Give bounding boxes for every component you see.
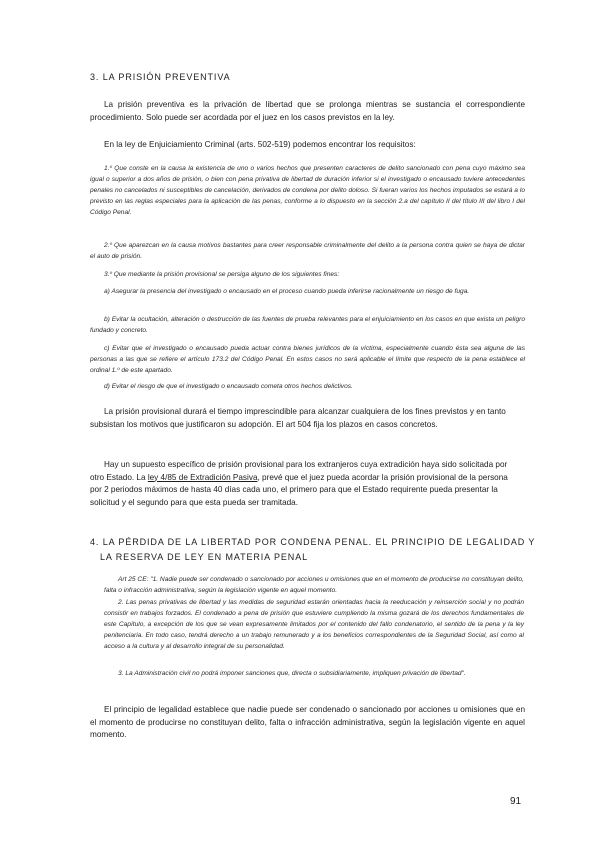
page-number: 91 xyxy=(510,796,522,807)
section-4-paragraph-legality: El principio de legalidad establece que nadie puede ser condenado o sancionado por acciones u omisiones que en el momento de producirse no constituyan delito, falta o infracción administrativa, según la legislación vigente en aquel momento. xyxy=(90,705,525,739)
section-3-heading: 3. LA PRISIÓN PREVENTIVA xyxy=(90,72,231,82)
quote-requirement-2: 2.º Que aparezcan en la causa motivos bastantes para creer responsable criminalmente del delito a la persona contra quien se haya de dictar el auto de prisión. xyxy=(90,242,525,260)
quote-purpose-d: d) Evitar el riesgo de que el investigado o encausado cometa otros hechos delictivos. xyxy=(104,383,353,390)
extradition-text-after: , prevé que el juez pueda acordar la prisión provisional de la persona por 2 periodos máximos de hasta 40 días cada uno, el primero para que el Estado requirente pueda presentar la solicitud y el segundo para que esta pueda ser tramitada. xyxy=(90,472,508,507)
quote-requirement-1: 1.º Que conste en la causa la existencia de uno o varios hechos que presenten caracteres de delito sancionado con pena cuyo máximo sea igual o superior a dos años de prisión, o bien con pena privativa de libertad de duración inferior si el investigado o encausado tuviere antecedentes penales no cancelados ni susceptibles de cancelación, derivados de condena por delito doloso. Si fueran varios los hechos imputados se estará a lo previsto en las reglas especiales para la aplicación de las penas, conforme a lo dispuesto en la sección 2.a del capítulo II del título III del libro I del Código Penal. xyxy=(90,165,525,216)
section-3-paragraph-requirements-intro: En la ley de Enjuiciamiento Criminal (arts. 502-519) podemos encontrar los requisitos: xyxy=(104,140,416,149)
quote-requirement-3: 3.º Que mediante la prisión provisional se persiga alguno de los siguientes fines: xyxy=(104,271,340,278)
quote-purpose-b: b) Evitar la ocultación, alteración o destrucción de las fuentes de prueba relevantes para el enjuiciamiento en los casos en que exista un peligro fundado y concreto. xyxy=(90,316,525,334)
section-3-paragraph-extradition xyxy=(90,459,512,509)
extradition-law-link[interactable]: ley 4/85 de Extradición Pasiva xyxy=(147,472,258,482)
extradition-text-before: Hay un supuesto específico de prisión provisional para los extranjeros cuya extradición haya sido solicitada por otro Estado. La xyxy=(90,460,508,482)
quote-purpose-a: a) Asegurar la presencia del investigado o encausado en el proceso cuando pueda inferirse racionalmente un riesgo de fuga. xyxy=(104,288,470,295)
quote-art-25-point-1: Art 25 CE: "1. Nadie puede ser condenado o sancionado por acciones u omisiones que en el momento de producirse no constituyan delito, falta o infracción administrativa, según la legislación vigente en aquel momento. xyxy=(104,576,524,594)
section-4-heading-line-2: LA RESERVA DE LEY EN MATERIA PENAL xyxy=(100,552,309,562)
section-4-heading xyxy=(90,535,550,565)
quote-art-25-point-2: 2. Las penas privativas de libertad y las medidas de seguridad estarán orientadas hacia la reeducación y reinserción social y no podrán consistir en trabajos forzados. El condenado a pena de prisión que estuviere cumpliendo la misma gozará de los derechos fundamentales de este Capítulo, a excepción de los que se vean expresamente limitados por el contenido del fallo condenatorio, el sentido de la pena y la ley penitenciaria. En todo caso, tendrá derecho a un trabajo remunerado y a los beneficios correspondientes de la Seguridad Social, así como al acceso a la cultura y al desarrollo integral de su personalidad. xyxy=(104,599,524,650)
section-3-paragraph-duration: La prisión provisional durará el tiempo imprescindible para alcanzar cualquiera de los fines previstos y en tanto subsistan los motivos que justificaron su adopción. El art 504 fija los plazos en casos concretos. xyxy=(90,407,506,429)
quote-purpose-c: c) Evitar que el investigado o encausado pueda actuar contra bienes jurídicos de la víctima, especialmente cuando ésta sea alguna de las personas a las que se refiere el artículo 173.2 del Código Penal. En estos casos no será aplicable el límite que respecto de la pena establece el ordinal 1.º de este apartado. xyxy=(90,345,525,374)
quote-art-25-point-3: 3. La Administración civil no podrá imponer sanciones que, directa o subsidiariamente, impliquen privación de libertad". xyxy=(118,670,466,677)
section-3-paragraph-definition: La prisión preventiva es la privación de libertad que se prolonga mientras se sustancia el correspondiente procedimiento. Solo puede ser acordada por el juez en los casos previstos en la ley. xyxy=(90,100,525,122)
section-4-heading-line-1: 4. LA PÉRDIDA DE LA LIBERTAD POR CONDENA PENAL. EL PRINCIPIO DE LEGALIDAD Y xyxy=(90,537,536,547)
